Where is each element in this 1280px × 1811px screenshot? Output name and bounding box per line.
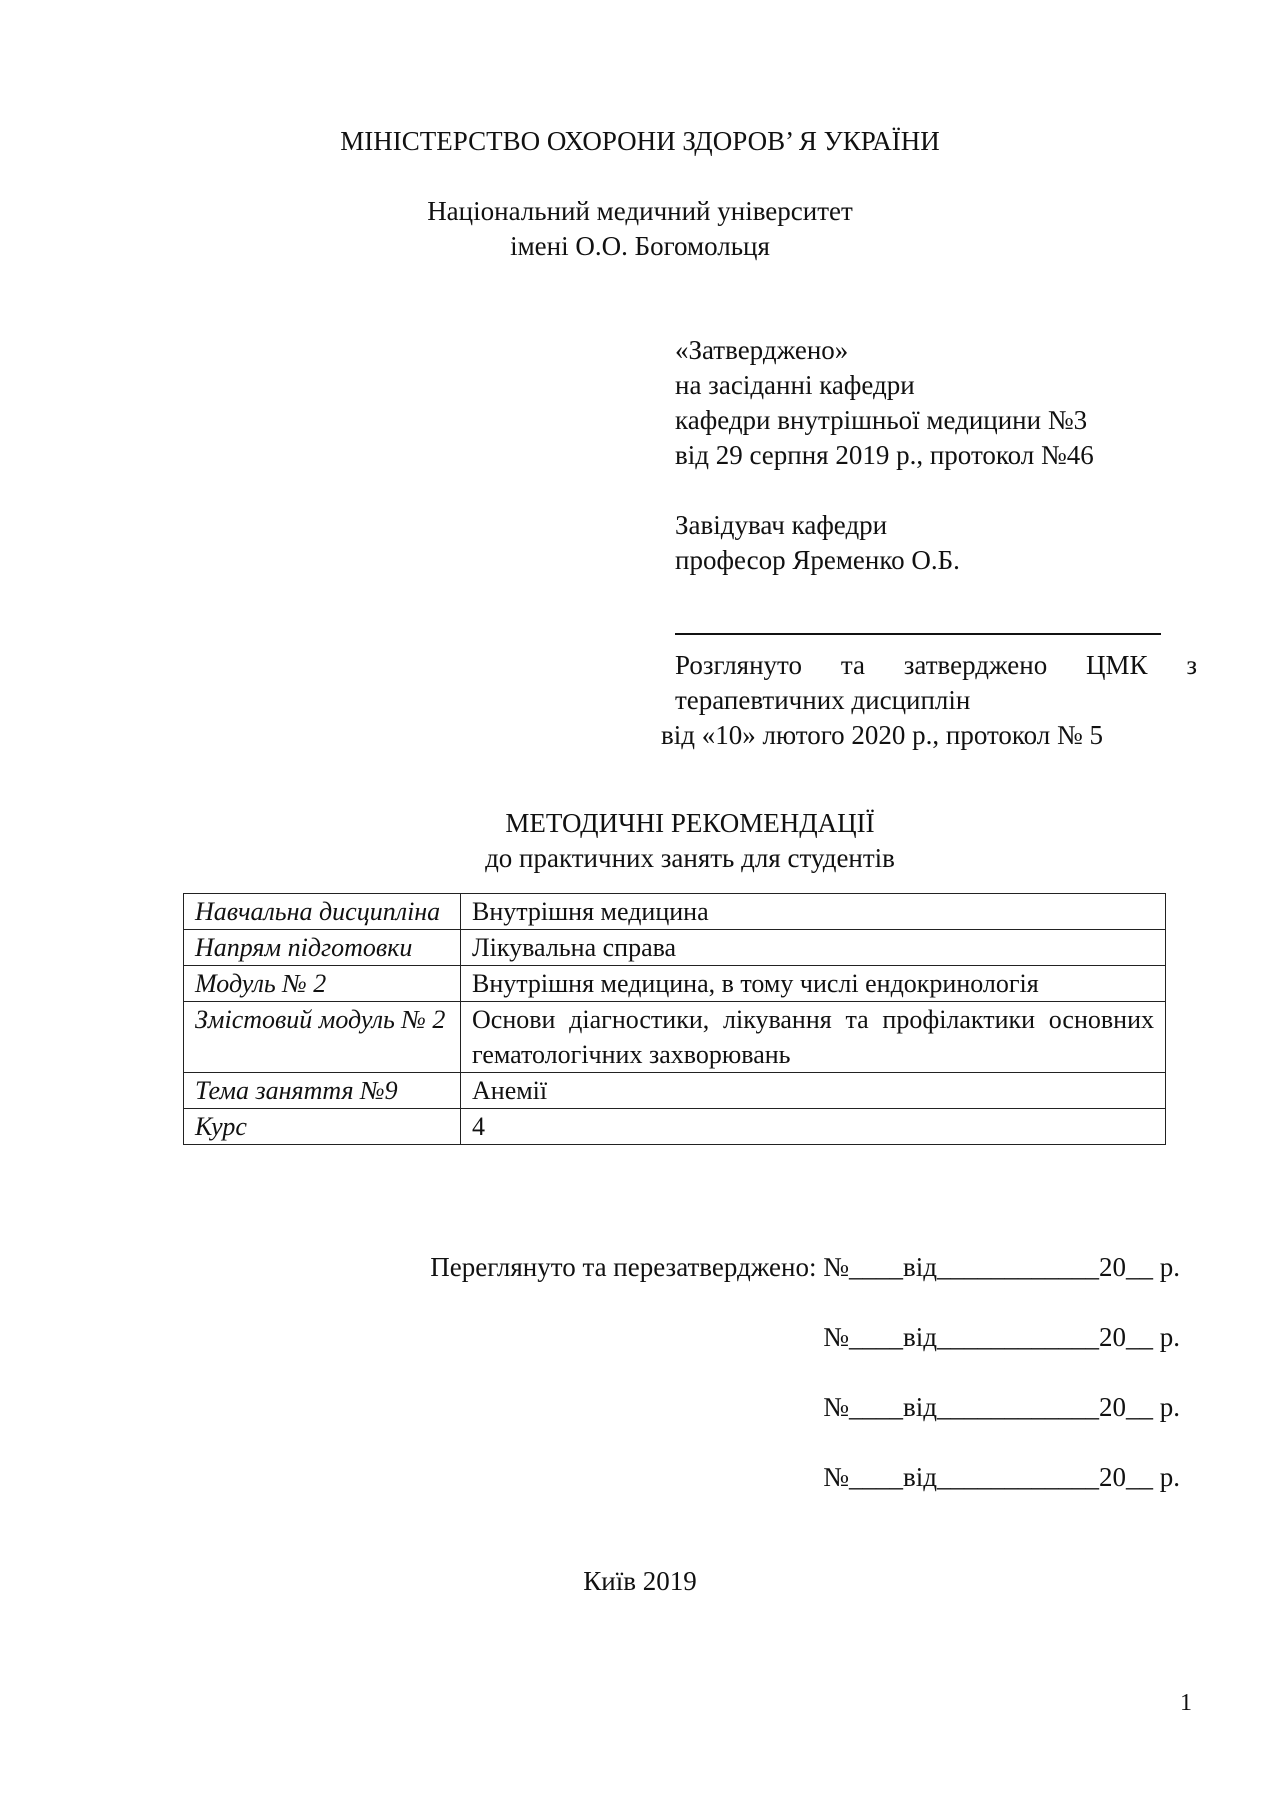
revision-entry: №____від____________20__ р. (823, 1322, 1180, 1352)
table-row (184, 930, 1166, 966)
cmk-word: та (840, 650, 865, 680)
table-row (184, 1073, 1166, 1109)
cmk-line-2: терапевтичних дисциплін (675, 685, 971, 715)
cmk-line-3: від «10» лютого 2020 р., протокол № 5 (661, 720, 1104, 750)
row-label: Курс (184, 1109, 461, 1145)
university-name: Національний медичний університет (427, 196, 853, 226)
row-label: Напрям підготовки (184, 930, 461, 966)
row-value: Внутрішня медицина, в тому числі ендокринологія (461, 966, 1166, 1002)
cmk-word: з (1186, 650, 1197, 680)
cmk-word: затверджено (903, 650, 1048, 680)
cmk-word: Розглянуто (675, 650, 802, 680)
revision-entry: №____від____________20__ р. (823, 1392, 1180, 1422)
approval-line: від 29 серпня 2019 р., протокол №46 (675, 440, 1094, 470)
row-value: Основи діагностики, лікування та профілактики основних гематологічних захворювань (461, 1002, 1166, 1073)
row-label: Змістовий модуль № 2 (184, 1002, 461, 1073)
info-table (183, 893, 1166, 1145)
head-of-department-line: Завідувач кафедри (675, 510, 888, 540)
university-name-line2: імені О.О. Богомольця (510, 231, 770, 261)
row-value: Внутрішня медицина (461, 894, 1166, 930)
row-value: Лікувальна справа (461, 930, 1166, 966)
cmk-approval-block (661, 648, 1197, 753)
document-title: МЕТОДИЧНІ РЕКОМЕНДАЦІЇ (505, 808, 875, 838)
approval-line: кафедри внутрішньої медицини №3 (675, 405, 1088, 435)
signature-line (675, 633, 1161, 635)
table-row (184, 1109, 1166, 1145)
row-label: Навчальна дисципліна (184, 894, 461, 930)
document-subtitle: до практичних занять для студентів (485, 843, 895, 873)
cmk-word: ЦМК (1086, 650, 1148, 680)
row-label: Тема заняття №9 (184, 1073, 461, 1109)
approval-line: на засіданні кафедри (675, 370, 915, 400)
row-label: Модуль № 2 (184, 966, 461, 1002)
table-row (184, 894, 1166, 930)
table-row (184, 966, 1166, 1002)
table-row (184, 1002, 1166, 1073)
city-year: Київ 2019 (583, 1566, 697, 1596)
cmk-line-1 (675, 648, 1197, 683)
page-number: 1 (1180, 1690, 1192, 1716)
head-of-department-name: професор Яременко О.Б. (675, 545, 960, 575)
approval-line: «Затверджено» (675, 335, 849, 365)
ministry-heading: МІНІСТЕРСТВО ОХОРОНИ ЗДОРОВ’ Я УКРАЇНИ (340, 126, 940, 156)
revision-row (340, 1250, 1180, 1285)
revision-label: Переглянуто та перезатверджено: (430, 1252, 817, 1282)
revision-entry: №____від____________20__ р. (823, 1462, 1180, 1492)
row-value: Анемії (461, 1073, 1166, 1109)
row-value: 4 (461, 1109, 1166, 1145)
approval-block (675, 333, 1195, 578)
revision-entry: №____від____________20__ р. (823, 1252, 1180, 1282)
